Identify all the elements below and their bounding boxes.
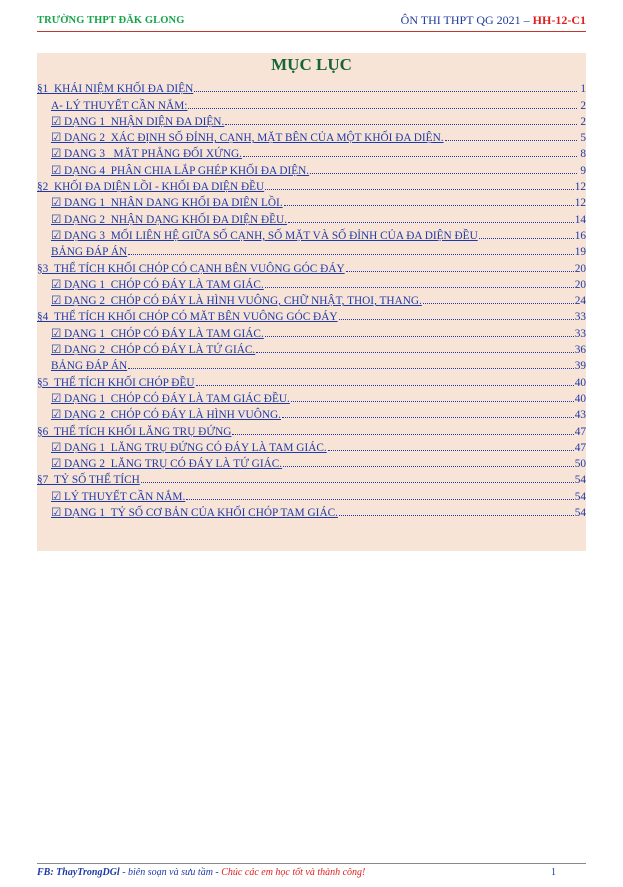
toc-entry-text[interactable]: A- LÝ THUYẾT CẦN NẮM: <box>51 99 188 112</box>
toc-entry-text[interactable]: ☑ DẠNG 1_CHÓP CÓ ĐÁY LÀ TAM GIÁC. <box>51 327 264 340</box>
toc-entry[interactable] <box>37 128 586 144</box>
page-footer <box>37 863 586 880</box>
toc-entry-text[interactable]: §3_THỂ TÍCH KHỐI CHÓP CÓ CẠNH BÊN VUÔNG GÓC ĐÁY <box>37 262 345 275</box>
toc-entry-text[interactable]: ☑ DẠNG 1_TỶ SỐ CƠ BẢN CỦA KHỐI CHÓP TAM GIÁC. <box>51 507 338 520</box>
toc-entry-page: 2 <box>580 99 586 112</box>
school-name: TRƯỜNG THPT ĐĂK GLONG <box>37 15 185 26</box>
toc-entry[interactable] <box>37 405 586 421</box>
toc-entry[interactable] <box>37 470 586 486</box>
toc-list <box>37 79 586 519</box>
toc-leader-dots <box>284 204 574 206</box>
toc-entry[interactable] <box>37 340 586 356</box>
toc-entry-page: 54 <box>574 490 586 503</box>
toc-entry-text[interactable]: ☑ DẠNG 2_CHÓP CÓ ĐÁY LÀ TỨ GIÁC. <box>51 344 256 357</box>
toc-entry-page: 39 <box>574 360 586 373</box>
footer-note: - biên soạn và sưu tầm - <box>119 867 222 878</box>
toc-entry-text[interactable]: §1_KHÁI NIỆM KHỐI ĐA DIỆN <box>37 83 194 96</box>
toc-entry[interactable] <box>37 144 586 160</box>
toc-entry[interactable] <box>37 372 586 388</box>
toc-leader-dots <box>194 90 577 92</box>
toc-leader-dots <box>310 172 577 174</box>
toc-leader-dots <box>283 465 574 467</box>
toc-entry[interactable] <box>37 95 586 111</box>
toc-entry-page: 20 <box>574 262 586 275</box>
toc-leader-dots <box>265 335 574 337</box>
toc-entry-text[interactable]: ☑ DẠNG 4_PHÂN CHIA LẮP GHÉP KHỐI ĐA DIỆN. <box>51 164 310 177</box>
toc-leader-dots <box>339 318 574 320</box>
toc-entry-text[interactable]: ☑ DẠNG 1_NHẬN DẠNG KHỐI ĐA DIỆN LỒI. <box>51 197 283 210</box>
toc-entry-text[interactable]: ☑ DẠNG 2_LĂNG TRỤ CÓ ĐÁY LÀ TỨ GIÁC. <box>51 458 283 471</box>
toc-entry-text[interactable]: §7_TỶ SỐ THỂ TÍCH <box>37 474 140 487</box>
toc-entry[interactable] <box>37 486 586 502</box>
toc-entry[interactable] <box>37 454 586 470</box>
toc-leader-dots <box>232 433 573 435</box>
exam-title <box>401 13 586 28</box>
toc-entry-page: 8 <box>580 148 586 161</box>
toc-leader-dots <box>265 286 574 288</box>
toc-entry-text[interactable]: ☑ DẠNG 3_MỐI LIÊN HỆ GIỮA SỐ CẠNH, SỐ MẶT VÀ SỐ ĐỈNH CỦA ĐA DIỆN ĐỀU <box>51 229 478 242</box>
toc-leader-dots <box>479 237 574 239</box>
toc-entry[interactable] <box>37 79 586 95</box>
toc-entry-page: 47 <box>574 441 586 454</box>
toc-entry-page: 9 <box>580 164 586 177</box>
toc-leader-dots <box>282 416 574 418</box>
table-of-contents <box>37 53 586 551</box>
toc-entry-page: 19 <box>574 246 586 259</box>
page-header <box>37 13 586 32</box>
toc-entry-page: 16 <box>574 229 586 242</box>
toc-entry[interactable] <box>37 503 586 519</box>
toc-entry-text[interactable]: ☑ DẠNG 1_LĂNG TRỤ ĐỨNG CÓ ĐÁY LÀ TAM GIÁC. <box>51 441 327 454</box>
toc-entry[interactable] <box>37 177 586 193</box>
toc-leader-dots <box>339 514 574 516</box>
toc-leader-dots <box>328 449 574 451</box>
toc-entry-page: 24 <box>574 295 586 308</box>
toc-leader-dots <box>186 498 573 500</box>
toc-entry[interactable] <box>37 291 586 307</box>
toc-entry[interactable] <box>37 258 586 274</box>
toc-leader-dots <box>265 188 574 190</box>
toc-entry-page: 1 <box>580 83 586 96</box>
toc-entry-page: 2 <box>580 115 586 128</box>
toc-entry-page: 40 <box>574 376 586 389</box>
toc-leader-dots <box>141 481 574 483</box>
footer-credits <box>37 867 365 878</box>
toc-entry-page: 33 <box>574 327 586 340</box>
exam-label: ÔN THI THPT QG 2021 – <box>400 13 533 27</box>
page-number: 1 <box>551 867 556 878</box>
toc-entry-text[interactable]: ☑ DẠNG 3_ MẶT PHẲNG ĐỐI XỨNG. <box>51 148 242 161</box>
toc-entry-text[interactable]: ☑ DẠNG 1_NHẬN DIỆN ĐA DIỆN. <box>51 115 225 128</box>
toc-leader-dots <box>128 367 574 369</box>
toc-leader-dots <box>188 107 577 109</box>
toc-leader-dots <box>256 351 573 353</box>
toc-entry[interactable] <box>37 307 586 323</box>
toc-entry-page: 40 <box>574 392 586 405</box>
toc-entry-page: 5 <box>580 132 586 145</box>
toc-entry[interactable] <box>37 356 586 372</box>
toc-leader-dots <box>291 400 574 402</box>
toc-entry-text[interactable]: ☑ LÝ THUYẾT CẦN NẮM. <box>51 490 186 503</box>
toc-entry-page: 33 <box>574 311 586 324</box>
toc-entry[interactable] <box>37 242 586 258</box>
toc-entry-text[interactable]: ☑ DẠNG 1_CHÓP CÓ ĐÁY LÀ TAM GIÁC. <box>51 278 264 291</box>
toc-entry[interactable] <box>37 323 586 339</box>
toc-entry-text[interactable]: ☑ DẠNG 2_NHẬN DẠNG KHỐI ĐA DIỆN ĐỀU. <box>51 213 288 226</box>
toc-entry-text[interactable]: ☑ DẠNG 1_CHÓP CÓ ĐÁY LÀ TAM GIÁC ĐỀU. <box>51 392 290 405</box>
toc-leader-dots <box>445 139 577 141</box>
toc-entry[interactable] <box>37 226 586 242</box>
toc-entry-page: 54 <box>574 507 586 520</box>
toc-entry-text[interactable]: BẢNG ĐÁP ÁN <box>51 246 128 259</box>
toc-entry-text[interactable]: ☑ DẠNG 2_XÁC ĐỊNH SỐ ĐỈNH, CẠNH, MẶT BÊN CỦA MỘT KHỐI ĐA DIỆN. <box>51 132 444 145</box>
toc-entry-text[interactable]: §5_THỂ TÍCH KHỐI CHÓP ĐỀU <box>37 376 195 389</box>
toc-leader-dots <box>243 155 577 157</box>
toc-entry-page: 36 <box>574 344 586 357</box>
toc-title: MỤC LỤC <box>271 55 352 74</box>
toc-entry-text[interactable]: ☑ DẠNG 2_CHÓP CÓ ĐÁY LÀ HÌNH VUÔNG. <box>51 409 281 422</box>
toc-entry-page: 20 <box>574 278 586 291</box>
toc-entry-text[interactable]: ☑ DẠNG 2_CHÓP CÓ ĐÁY LÀ HÌNH VUÔNG, CHỮ NHẬT, THOI, THANG. <box>51 295 422 308</box>
toc-entry[interactable] <box>37 112 586 128</box>
toc-entry-page: 47 <box>574 425 586 438</box>
toc-entry[interactable] <box>37 275 586 291</box>
toc-entry-page: 12 <box>574 181 586 194</box>
chapter-code: HH-12-C1 <box>532 13 586 27</box>
toc-entry-page: 50 <box>574 458 586 471</box>
toc-entry[interactable] <box>37 193 586 209</box>
toc-entry[interactable] <box>37 389 586 405</box>
toc-leader-dots <box>346 270 574 272</box>
toc-leader-dots <box>196 384 574 386</box>
toc-entry-text[interactable]: §2_KHỐI ĐA DIỆN LỒI - KHỐI ĐA DIỆN ĐỀU <box>37 181 265 194</box>
toc-entry-page: 43 <box>574 409 586 422</box>
toc-leader-dots <box>128 253 574 255</box>
toc-entry[interactable] <box>37 160 586 176</box>
toc-entry[interactable] <box>37 421 586 437</box>
toc-entry-page: 12 <box>574 197 586 210</box>
toc-leader-dots <box>288 221 574 223</box>
toc-leader-dots <box>225 123 577 125</box>
footer-wish: Chúc các em học tốt và thành công! <box>221 867 366 878</box>
toc-entry-page: 54 <box>574 474 586 487</box>
toc-entry-text[interactable]: §4_THỂ TÍCH KHỐI CHÓP CÓ MẶT BÊN VUÔNG GÓC ĐÁY <box>37 311 338 324</box>
toc-entry-text[interactable]: §6_THỂ TÍCH KHỐI LĂNG TRỤ ĐỨNG <box>37 425 232 438</box>
toc-entry[interactable] <box>37 438 586 454</box>
toc-entry-text[interactable]: BẢNG ĐÁP ÁN <box>51 360 128 373</box>
toc-entry[interactable] <box>37 209 586 225</box>
footer-author: FB: ThayTrongDGl <box>37 867 120 878</box>
toc-leader-dots <box>423 302 574 304</box>
toc-entry-page: 14 <box>574 213 586 226</box>
